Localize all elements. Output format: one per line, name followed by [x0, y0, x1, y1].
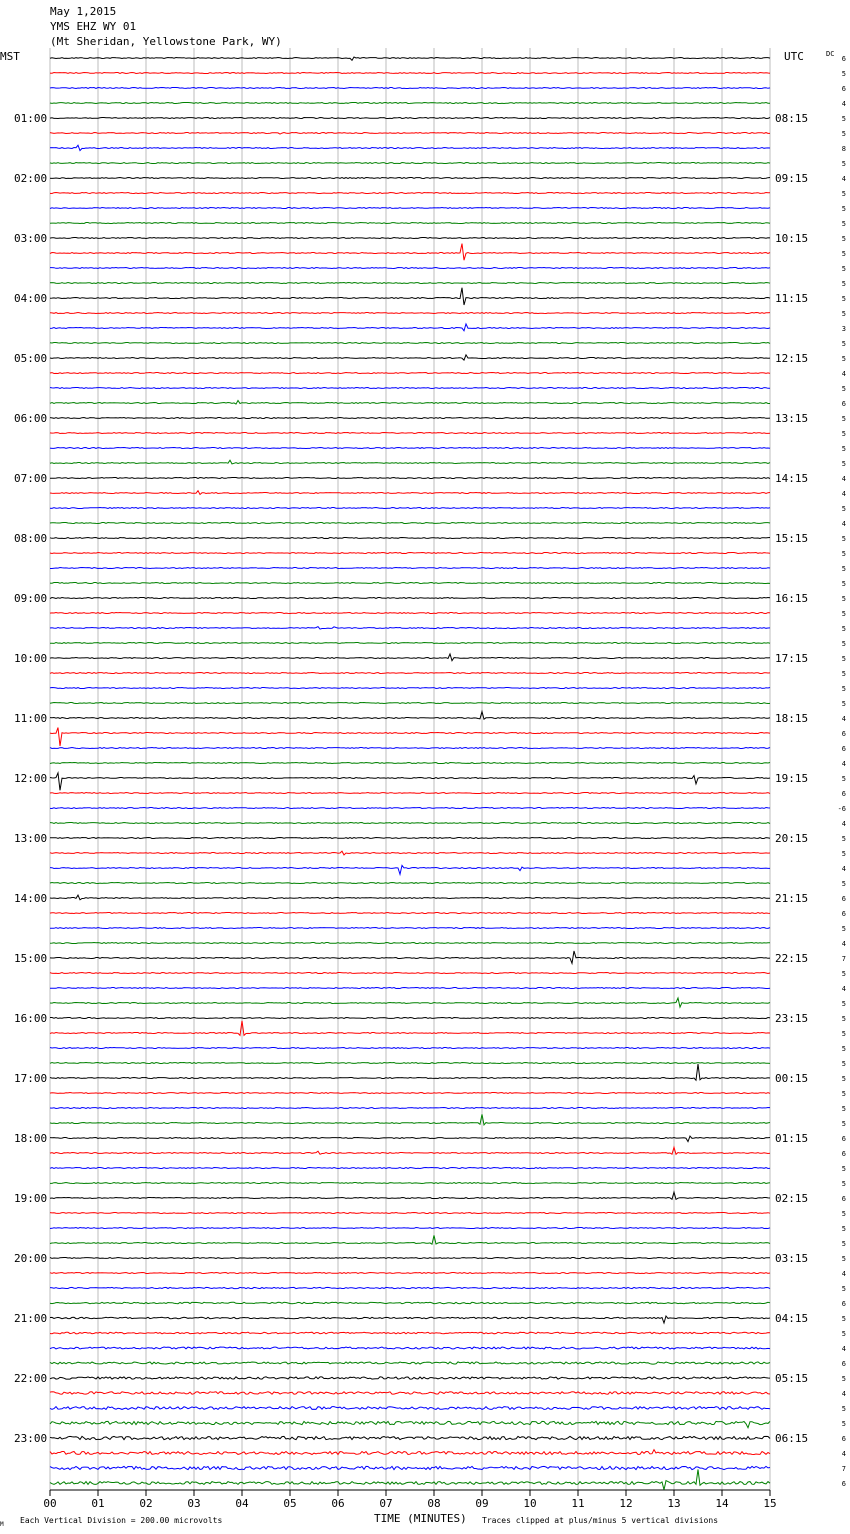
seismic-trace: [50, 73, 770, 74]
right-hour-label: 23:15: [775, 1012, 809, 1025]
dc-offset-label: 6: [841, 400, 846, 408]
dc-offset-label: 5: [841, 1225, 846, 1233]
dc-offset-label: 5: [841, 565, 846, 573]
dc-offset-label: 4: [841, 1345, 846, 1353]
seismic-trace: [50, 1147, 770, 1154]
plot-date: May 1,2015: [50, 5, 117, 18]
time-grid: [50, 48, 770, 1496]
seismic-traces: [50, 57, 770, 1490]
dc-offset-label: -6: [837, 805, 846, 813]
dc-offset-label: 5: [841, 970, 846, 978]
seismic-trace: [50, 1258, 770, 1259]
seismic-trace: [50, 57, 770, 60]
seismic-trace: [50, 951, 770, 963]
seismic-trace: [50, 1114, 770, 1125]
dc-offset-label: 5: [841, 1120, 846, 1128]
dc-offset-label: 4: [841, 1270, 846, 1278]
seismic-trace: [50, 388, 770, 389]
x-tick-label: 01: [91, 1497, 105, 1510]
station-location: (Mt Sheridan, Yellowstone Park, WY): [50, 35, 282, 48]
dc-offset-label: 5: [841, 265, 846, 273]
seismic-trace: [50, 1213, 770, 1214]
seismic-trace: [50, 928, 770, 929]
left-hour-label: 06:00: [14, 412, 48, 425]
dc-offset-label: 5: [841, 1060, 846, 1068]
dc-offset-label: 5: [841, 460, 846, 468]
seismic-trace: [50, 343, 770, 344]
left-hour-label: 16:00: [14, 1012, 48, 1025]
dc-offset-label: 5: [841, 1285, 846, 1293]
x-tick-label: 04: [235, 1497, 249, 1510]
dc-offset-label: 5: [841, 1405, 846, 1413]
seismic-trace: [50, 1168, 770, 1169]
seismic-trace: [50, 712, 770, 720]
dc-offset-label: 5: [841, 190, 846, 198]
seismic-trace: [50, 1063, 770, 1064]
seismic-trace: [50, 1316, 770, 1323]
dc-offset-label: 3: [841, 325, 846, 333]
left-hour-label: 01:00: [14, 112, 48, 125]
dc-offset-label: 4: [841, 1390, 846, 1398]
seismic-trace: [50, 238, 770, 239]
dc-offset-label: 7: [841, 1465, 846, 1473]
seismic-trace: [50, 1392, 770, 1395]
dc-offset-label: 4: [841, 520, 846, 528]
dc-offset-label: 5: [841, 445, 846, 453]
dc-offset-label: 5: [841, 700, 846, 708]
dc-offset-label: 4: [841, 475, 846, 483]
dc-offset-label: 6: [841, 1480, 846, 1488]
x-tick-label: 07: [379, 1497, 393, 1510]
seismic-trace: [50, 1421, 770, 1427]
dc-offset-label: 5: [841, 1075, 846, 1083]
x-tick-label: 11: [571, 1497, 585, 1510]
dc-offset-label: 7: [841, 955, 846, 963]
dc-offset-label: 5: [841, 655, 846, 663]
seismic-trace: [50, 583, 770, 584]
x-tick-label: 02: [139, 1497, 153, 1510]
left-hour-label: 21:00: [14, 1312, 48, 1325]
right-hour-label: 20:15: [775, 832, 809, 845]
seismic-trace: [50, 703, 770, 704]
left-axis-title: MST: [0, 50, 20, 63]
seismic-trace: [50, 654, 770, 661]
seismic-trace: [50, 373, 770, 374]
seismic-trace: [50, 1287, 770, 1288]
seismic-trace: [50, 851, 770, 855]
dc-offset-label: 5: [841, 130, 846, 138]
seismic-trace: [50, 1436, 770, 1439]
dc-offset-label: 5: [841, 235, 846, 243]
dc-offset-label: 5: [841, 1180, 846, 1188]
seismic-trace: [50, 943, 770, 944]
x-axis-title: TIME (MINUTES): [374, 1512, 467, 1525]
seismic-trace: [50, 627, 770, 630]
dc-offset-label: 6: [841, 895, 846, 903]
right-hour-label: 02:15: [775, 1192, 809, 1205]
left-hour-label: 12:00: [14, 772, 48, 785]
left-hour-label: 02:00: [14, 172, 48, 185]
dc-offset-label: 5: [841, 505, 846, 513]
right-hour-label: 22:15: [775, 952, 809, 965]
left-hour-label: 20:00: [14, 1252, 48, 1265]
right-hour-label: 14:15: [775, 472, 809, 485]
seismic-trace: [50, 1018, 770, 1019]
x-tick-label: 12: [619, 1497, 633, 1510]
seismic-trace: [50, 1093, 770, 1094]
dc-offset-label: 4: [841, 820, 846, 828]
left-hour-label: 18:00: [14, 1132, 48, 1145]
dc-offset-label: 5: [841, 550, 846, 558]
dc-offset-label: 4: [841, 1450, 846, 1458]
dc-offset-label: 5: [841, 580, 846, 588]
seismic-trace: [50, 508, 770, 509]
right-hour-label: 17:15: [775, 652, 809, 665]
seismic-trace: [50, 643, 770, 644]
dc-offset-label: 5: [841, 1015, 846, 1023]
dc-offset-label: 5: [841, 1240, 846, 1248]
seismic-trace: [50, 998, 770, 1007]
seismic-trace: [50, 1302, 770, 1303]
dc-offset-label: 5: [841, 160, 846, 168]
dc-offset-label: 5: [841, 625, 846, 633]
seismic-trace: [50, 1362, 770, 1364]
seismic-trace: [50, 244, 770, 261]
right-hour-label: 09:15: [775, 172, 809, 185]
dc-offset-label: 5: [841, 355, 846, 363]
left-hour-label: 19:00: [14, 1192, 48, 1205]
seismic-trace: [50, 418, 770, 419]
dc-offset-label: 8: [841, 145, 846, 153]
seismic-trace: [50, 883, 770, 884]
x-tick-label: 10: [523, 1497, 537, 1510]
x-tick-label: 06: [331, 1497, 345, 1510]
dc-offset-label: 5: [841, 1090, 846, 1098]
seismic-trace: [50, 895, 770, 900]
dc-offset-label: 6: [841, 730, 846, 738]
dc-offset-label: 5: [841, 1330, 846, 1338]
dc-offset-label: 5: [841, 640, 846, 648]
left-hour-label: 17:00: [14, 1072, 48, 1085]
dc-offset-label: 5: [841, 340, 846, 348]
dc-offset-label: 4: [841, 760, 846, 768]
seismic-trace: [50, 728, 770, 746]
right-hour-label: 10:15: [775, 232, 809, 245]
seismic-trace: [50, 598, 770, 599]
dc-offset-label: 5: [841, 925, 846, 933]
right-hour-label: 01:15: [775, 1132, 809, 1145]
left-hour-label: 23:00: [14, 1432, 48, 1445]
left-hour-label: 09:00: [14, 592, 48, 605]
dc-offset-label: 5: [841, 1165, 846, 1173]
dc-offset-label: 5: [841, 1255, 846, 1263]
seismic-trace: [50, 523, 770, 524]
dc-offset-label: 6: [841, 1300, 846, 1308]
dc-offset-label: 5: [841, 670, 846, 678]
seismic-trace: [50, 1048, 770, 1049]
right-hour-label: 15:15: [775, 532, 809, 545]
seismic-trace: [50, 223, 770, 224]
dc-offset-label: 4: [841, 865, 846, 873]
dc-label: DC: [826, 50, 835, 58]
axis-labels: [14, 55, 846, 1510]
dc-offset-label: 5: [841, 310, 846, 318]
seismic-trace: [50, 433, 770, 434]
right-hour-label: 19:15: [775, 772, 809, 785]
seismic-trace: [50, 1235, 770, 1244]
right-hour-label: 16:15: [775, 592, 809, 605]
seismic-trace: [50, 1108, 770, 1109]
x-tick-label: 13: [667, 1497, 681, 1510]
right-hour-label: 12:15: [775, 352, 809, 365]
dc-offset-label: 5: [841, 1315, 846, 1323]
dc-offset-label: 4: [841, 715, 846, 723]
seismic-trace: [50, 1136, 770, 1142]
dc-offset-label: 5: [841, 205, 846, 213]
seismic-trace: [50, 103, 770, 104]
dc-offset-label: 5: [841, 430, 846, 438]
right-hour-label: 11:15: [775, 292, 809, 305]
seismic-trace: [50, 268, 770, 269]
seismic-trace: [50, 823, 770, 824]
seismic-trace: [50, 118, 770, 119]
seismic-trace: [50, 773, 770, 790]
seismic-trace: [50, 748, 770, 749]
right-hour-label: 03:15: [775, 1252, 809, 1265]
dc-offset-label: 5: [841, 1045, 846, 1053]
seismic-trace: [50, 1064, 770, 1080]
dc-offset-label: 5: [841, 850, 846, 858]
x-tick-label: 08: [427, 1497, 441, 1510]
dc-offset-label: 5: [841, 1420, 846, 1428]
seismic-trace: [50, 865, 770, 874]
seismic-trace: [50, 283, 770, 284]
dc-offset-label: 5: [841, 775, 846, 783]
dc-offset-label: 5: [841, 610, 846, 618]
station-code: YMS EHZ WY 01: [50, 20, 137, 33]
seismic-trace: [50, 1450, 770, 1455]
seismic-trace: [50, 1228, 770, 1229]
seismic-trace: [50, 193, 770, 194]
dc-offset-label: 5: [841, 295, 846, 303]
seismic-trace: [50, 1021, 770, 1036]
dc-offset-label: 5: [841, 1030, 846, 1038]
dc-offset-label: 4: [841, 370, 846, 378]
right-hour-label: 18:15: [775, 712, 809, 725]
right-hour-label: 04:15: [775, 1312, 809, 1325]
right-hour-label: 00:15: [775, 1072, 809, 1085]
dc-offset-label: 6: [841, 55, 846, 63]
dc-offset-label: 6: [841, 910, 846, 918]
dc-offset-label: 5: [841, 280, 846, 288]
seismic-trace: [50, 688, 770, 689]
seismic-trace: [50, 163, 770, 164]
dc-offset-label: 4: [841, 940, 846, 948]
dc-offset-label: 6: [841, 1150, 846, 1158]
left-hour-label: 14:00: [14, 892, 48, 905]
dc-offset-label: 5: [841, 250, 846, 258]
x-tick-label: 05: [283, 1497, 297, 1510]
x-tick-label: 15: [763, 1497, 777, 1510]
dc-offset-label: 6: [841, 85, 846, 93]
seismic-trace: [50, 208, 770, 209]
seismic-trace: [50, 553, 770, 554]
seismic-trace: [50, 673, 770, 674]
seismic-trace: [50, 1407, 770, 1410]
seismic-trace: [50, 913, 770, 914]
left-hour-label: 22:00: [14, 1372, 48, 1385]
right-hour-label: 05:15: [775, 1372, 809, 1385]
left-hour-label: 03:00: [14, 232, 48, 245]
seismic-trace: [50, 1377, 770, 1379]
dc-offset-label: 4: [841, 985, 846, 993]
dc-offset-label: 5: [841, 115, 846, 123]
seismic-trace: [50, 133, 770, 135]
x-tick-label: 00: [43, 1497, 57, 1510]
seismic-trace: [50, 355, 770, 360]
left-hour-label: 07:00: [14, 472, 48, 485]
x-tick-label: 14: [715, 1497, 729, 1510]
seismic-trace: [50, 1332, 770, 1334]
dc-offset-label: 5: [841, 385, 846, 393]
seismic-trace: [50, 313, 770, 314]
seismic-trace: [50, 793, 770, 794]
dc-offset-label: 5: [841, 880, 846, 888]
left-hour-label: 05:00: [14, 352, 48, 365]
seismic-trace: [50, 613, 770, 614]
seismic-trace: [50, 178, 770, 179]
seismic-trace: [50, 145, 770, 150]
right-hour-label: 13:15: [775, 412, 809, 425]
seismic-trace: [50, 448, 770, 449]
clip-note: Traces clipped at plus/minus 5 vertical divisions: [482, 1516, 719, 1525]
left-hour-label: 10:00: [14, 652, 48, 665]
dc-offset-label: 5: [841, 70, 846, 78]
seismic-trace: [50, 1273, 770, 1274]
seismic-trace: [50, 568, 770, 569]
dc-offset-label: 5: [841, 1105, 846, 1113]
x-tick-label: 09: [475, 1497, 489, 1510]
seismic-trace: [50, 538, 770, 539]
scale-note: Each Vertical Division = 200.00 microvolts: [20, 1516, 223, 1525]
left-hour-label: 15:00: [14, 952, 48, 965]
seismic-trace: [50, 478, 770, 479]
seismic-trace: [50, 460, 770, 464]
left-hour-label: 11:00: [14, 712, 48, 725]
dc-offset-label: 6: [841, 790, 846, 798]
seismic-trace: [50, 1347, 770, 1349]
dc-offset-label: 6: [841, 1360, 846, 1368]
seismic-trace: [50, 988, 770, 989]
dc-offset-label: 4: [841, 490, 846, 498]
dc-offset-label: 4: [841, 175, 846, 183]
seismic-trace: [50, 1183, 770, 1184]
dc-offset-label: 5: [841, 1375, 846, 1383]
seismic-trace: [50, 973, 770, 974]
seismic-trace: [50, 808, 770, 809]
seismic-trace: [50, 491, 770, 495]
dc-offset-label: 4: [841, 100, 846, 108]
right-axis-title: UTC: [784, 50, 804, 63]
right-hour-label: 06:15: [775, 1432, 809, 1445]
dc-offset-label: 6: [841, 745, 846, 753]
dc-offset-label: 5: [841, 1000, 846, 1008]
dc-offset-label: 5: [841, 685, 846, 693]
seismic-trace: [50, 324, 770, 331]
dc-offset-label: 5: [841, 835, 846, 843]
left-hour-label: 13:00: [14, 832, 48, 845]
seismic-trace: [50, 1192, 770, 1199]
dc-offset-label: 5: [841, 1210, 846, 1218]
right-hour-label: 21:15: [775, 892, 809, 905]
dc-offset-label: 5: [841, 595, 846, 603]
corner-mark: M: [0, 1521, 4, 1528]
dc-offset-label: 6: [841, 1435, 846, 1443]
seismic-trace: [50, 1466, 770, 1469]
seismic-trace: [50, 88, 770, 89]
left-hour-label: 08:00: [14, 532, 48, 545]
right-hour-label: 08:15: [775, 112, 809, 125]
seismic-trace: [50, 288, 770, 305]
dc-offset-label: 5: [841, 535, 846, 543]
left-hour-label: 04:00: [14, 292, 48, 305]
dc-offset-label: 6: [841, 1195, 846, 1203]
x-tick-label: 03: [187, 1497, 201, 1510]
seismic-trace: [50, 838, 770, 839]
dc-offset-label: 6: [841, 1135, 846, 1143]
seismic-trace: [50, 763, 770, 764]
seismic-trace: [50, 401, 770, 405]
dc-offset-label: 5: [841, 220, 846, 228]
dc-offset-label: 5: [841, 415, 846, 423]
seismic-trace: [50, 1469, 770, 1489]
